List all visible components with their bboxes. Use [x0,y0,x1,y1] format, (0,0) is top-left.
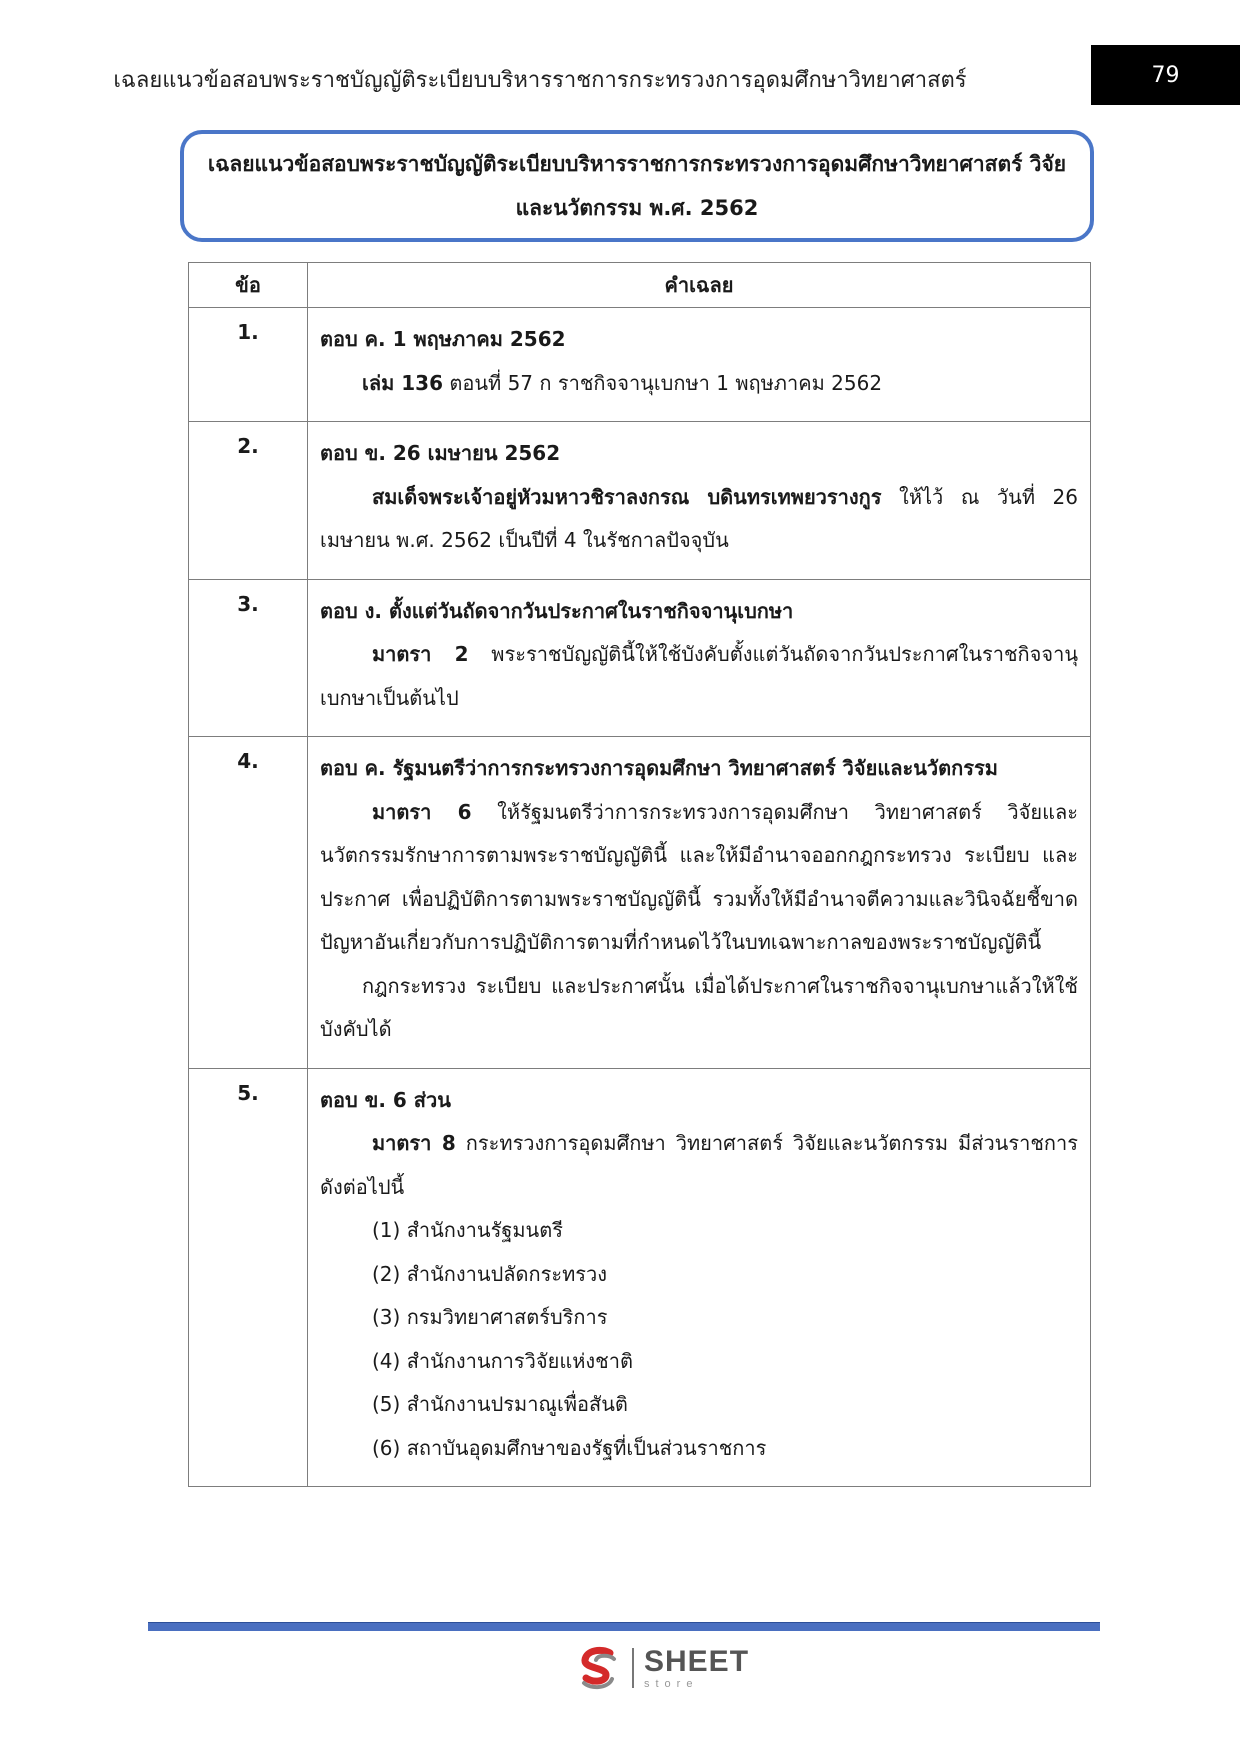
answer-body-bold: สมเด็จพระเจ้าอยู่หัวมหาวชิราลงกรณ บดินทรเทพยวรางกูร [372,484,882,509]
footer-rule [148,1622,1100,1631]
table-row [189,579,1091,737]
answer-body [320,791,1078,965]
page-number: 79 [1091,45,1240,105]
table-row [189,308,1091,422]
answer-heading: ตอบ ข. 26 เมษายน 2562 [320,441,561,465]
row-number: 2. [189,422,308,580]
answer-body-bold: มาตรา 2 [372,642,469,666]
row-number: 3. [189,579,308,737]
answer-cell [308,308,1091,422]
table-row [189,737,1091,1069]
row-number: 5. [189,1068,308,1487]
table-header-row [189,263,1091,308]
answer-cell [308,579,1091,737]
answer-heading: ตอบ ง. ตั้งแต่วันถัดจากวันประกาศในราชกิจจานุเบกษา [320,598,794,623]
answer-body [320,1122,1078,1209]
logo-subtitle: store [644,1677,699,1690]
logo-word: SHEET [644,1644,750,1678]
answer-table [188,262,1091,1487]
running-header-title: เฉลยแนวข้อสอบพระราชบัญญัติระเบียบบริหารราชการกระทรวงการอุดมศึกษาวิทยาศาสตร์ [113,68,967,93]
list-item: (3) กรมวิทยาศาสตร์บริการ [372,1305,608,1329]
answer-cell [308,737,1091,1069]
logo-divider [632,1648,634,1688]
list-item: (6) สถาบันอุดมศึกษาของรัฐที่เป็นส่วนราชการ [372,1435,767,1460]
row-number: 4. [189,737,308,1069]
list-item: (4) สำนักงานการวิจัยแห่งชาติ [372,1348,633,1373]
answer-body-text: ตอนที่ 57 ก ราชกิจจานุเบกษา 1 พฤษภาคม 2562 [443,370,883,395]
list-item: (2) สำนักงานปลัดกระทรวง [372,1261,608,1286]
answer-cell [308,1068,1091,1487]
answer-cell [308,422,1091,580]
table-row [189,1068,1091,1487]
column-header-answer: คำเฉลย [308,263,1091,308]
answer-heading: ตอบ ข. 6 ส่วน [320,1087,451,1112]
answer-body-text: ให้ไว้ ณ วันที่ 26 เมษายน พ.ศ. 2562 เป็นปีที่ 4 ในรัชกาลปัจจุบัน [320,484,1078,552]
row-number: 1. [189,308,308,422]
answer-body [320,476,1078,563]
table-row [189,422,1091,580]
answer-heading: ตอบ ค. รัฐมนตรีว่าการกระทรวงการอุดมศึกษา วิทยาศาสตร์ วิจัยและนวัตกรรม [320,756,998,780]
answer-heading: ตอบ ค. 1 พฤษภาคม 2562 [320,327,566,351]
answer-body-text: พระราชบัญญัตินี้ให้ใช้บังคับตั้งแต่วันถัดจากวันประกาศในราชกิจจานุเบกษาเป็นต้นไป [320,642,1078,710]
title-box [180,130,1094,242]
answer-body-bold: มาตรา 6 [372,799,472,824]
title-line-2: และนวัตกรรม พ.ศ. 2562 [515,196,759,220]
column-header-no: ข้อ [189,263,308,308]
logo-text [644,1644,750,1690]
answer-body-text: กระทรวงการอุดมศึกษา วิทยาศาสตร์ วิจัยและนวัตกรรม มีส่วนราชการดังต่อไปนี้ [320,1131,1078,1199]
list-item: (5) สำนักงานปรมาณูเพื่อสันติ [372,1392,628,1416]
sheet-store-s-icon [576,1645,622,1691]
answer-body [320,633,1078,720]
answer-body-bold: มาตรา 8 [372,1131,456,1155]
title-line-1: เฉลยแนวข้อสอบพระราชบัญญัติระเบียบบริหารราชการกระทรวงการอุดมศึกษาวิทยาศาสตร์ วิจัย [207,152,1067,176]
answer-body-bold: เล่ม 136 [362,370,443,395]
sheet-store-logo [576,1645,749,1691]
answer-body-paragraph-2: กฎกระทรวง ระเบียบ และประกาศนั้น เมื่อได้ประกาศในราชกิจจานุเบกษาแล้วให้ใช้บังคับได้ [320,973,1078,1041]
list-item: (1) สำนักงานรัฐมนตรี [372,1218,563,1242]
answer-body-text: ให้รัฐมนตรีว่าการกระทรวงการอุดมศึกษา วิทยาศาสตร์ วิจัยและนวัตกรรมรักษาการตามพระราชบัญญัตินี้ และให้มีอำนาจออกกฎกระทรวง ระเบียบ และประกาศ เพื่อปฏิบัติการตามพระราชบัญญัตินี้ รวมทั้งให้มีอำนาจตีความและวินิจฉัยชี้ขาดปัญหาอันเกี่ยวกับการปฏิบัติการตามที่กำหนดไว้ในบทเฉพาะกาลของพระราชบัญญัตินี้ [320,799,1078,954]
answer-body [320,362,1078,406]
